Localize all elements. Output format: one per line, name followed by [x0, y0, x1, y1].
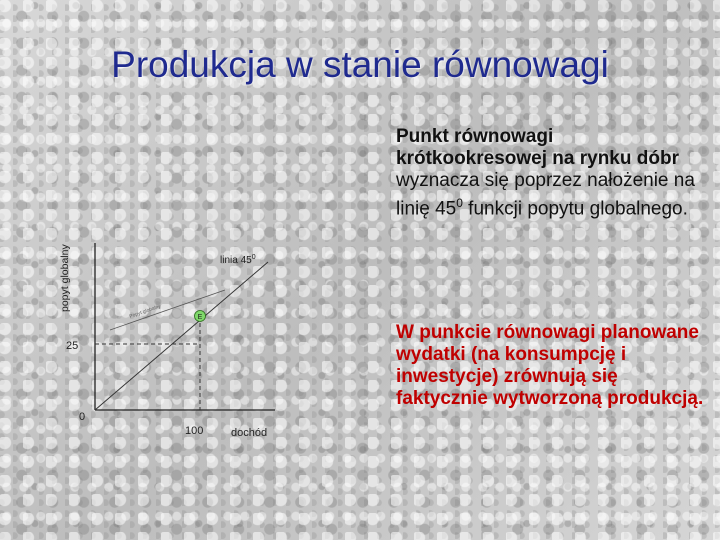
explanation-normal-part-2: funkcji popytu globalnego.	[462, 198, 688, 220]
explanation-bold-part: Punkt równowagi krótkookresowej na rynku dóbr	[396, 126, 679, 169]
x-axis-label: dochód	[231, 427, 268, 439]
line-45-label: linia $45^0$	[220, 254, 256, 266]
origin-label: 0	[79, 411, 86, 423]
explanation-normal-part: wyznacza się poprzez nałożenie na linię 45	[396, 170, 695, 220]
slide-title: Produkcja w stanie równowagi	[111, 44, 609, 85]
aggregate-demand-line	[110, 290, 225, 330]
explanation-paragraph-1	[396, 126, 706, 220]
y-tick-label: 25	[66, 340, 79, 352]
line-45	[95, 262, 268, 410]
x-tick-label: 100	[185, 425, 204, 437]
equilibrium-point-label: E	[197, 314, 203, 321]
aggregate-demand-faint-label: Popyt globalny	[128, 303, 162, 320]
explanation-paragraph-2: W punkcie równowagi planowane wydatki (na konsumpcję i inwestycje) zrównują się faktycznie wytworzoną produkcją.	[396, 322, 704, 409]
degree-sup: 0	[456, 196, 463, 210]
y-axis-label: popyt globalny	[59, 244, 71, 312]
